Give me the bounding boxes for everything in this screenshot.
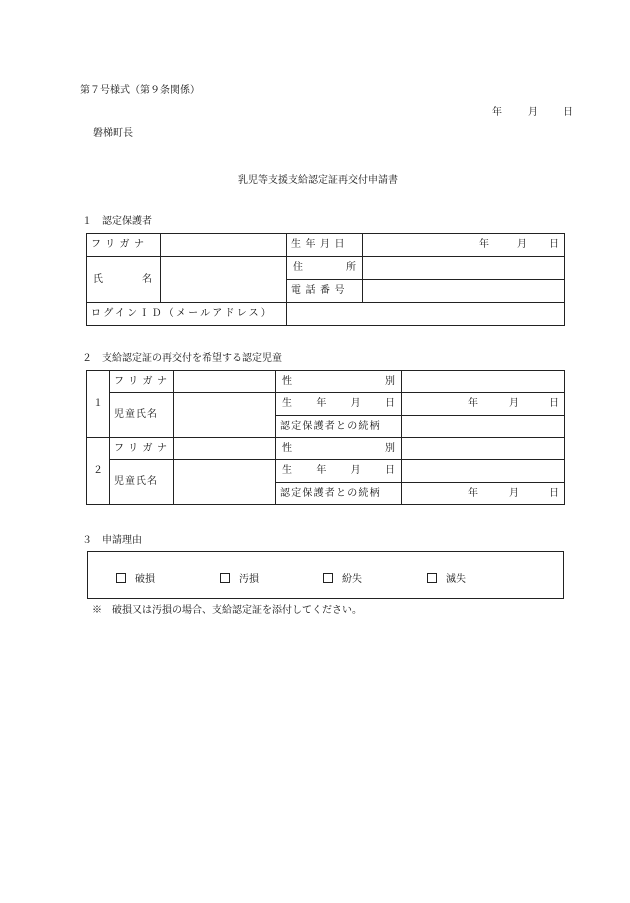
child2-furigana-value[interactable] [174, 438, 276, 460]
section1-heading: １ 認定保護者 [82, 216, 152, 227]
guardian-birth-month: 月 [517, 239, 527, 250]
child1-furigana-value[interactable] [174, 371, 276, 393]
section3-heading: ３ 申請理由 [82, 535, 142, 546]
section2-heading: ２ 支給認定証の再交付を希望する認定児童 [82, 353, 282, 364]
child2-name-value[interactable] [174, 460, 276, 505]
date-month-label: 月 [528, 107, 538, 118]
child2-birth-month: 月 [509, 487, 519, 499]
guardian-phone-label: 電話番号 [287, 280, 363, 303]
child2-sex-label: 性 別 [276, 438, 402, 460]
children-table [86, 370, 565, 505]
guardian-address-label: 住 所 [287, 257, 363, 280]
reason-option-lost[interactable]: 紛失 [323, 573, 362, 585]
reason-option-damaged[interactable]: 破損 [116, 573, 155, 585]
guardian-furigana-value[interactable] [161, 234, 287, 257]
child1-sex-value[interactable] [402, 371, 565, 393]
checkbox-icon[interactable] [220, 573, 230, 583]
reason-box [87, 551, 564, 599]
guardian-furigana-label: フリガナ [87, 234, 161, 257]
document-title: 乳児等支援支給認定証再交付申請書 [238, 175, 398, 186]
child1-birth-day: 日 [549, 398, 559, 409]
guardian-login-value[interactable] [287, 303, 565, 326]
attachment-note: ※ 破損又は汚損の場合、支給認定証を添付してください。 [92, 605, 362, 616]
child1-number: １ [87, 371, 110, 438]
guardian-birthdate-value[interactable] [363, 234, 565, 257]
guardian-address-value[interactable] [363, 257, 565, 280]
child2-number: ２ [87, 438, 110, 505]
child1-relation-value[interactable] [402, 416, 565, 438]
child1-birthdate-value[interactable] [402, 393, 565, 416]
guardian-name-label: 氏 名 [87, 257, 161, 303]
child2-furigana-label: フリガナ [110, 438, 174, 460]
child2-birthdate-label: 生 年 月 日 [276, 460, 402, 483]
checkbox-icon[interactable] [116, 573, 126, 583]
checkbox-icon[interactable] [427, 573, 437, 583]
guardian-phone-value[interactable] [363, 280, 565, 303]
guardian-table [86, 233, 565, 326]
child2-name-label: 児童氏名 [110, 460, 174, 505]
child2-sex-value[interactable] [402, 438, 565, 460]
child1-name-value[interactable] [174, 393, 276, 438]
checkbox-icon[interactable] [323, 573, 333, 583]
child2-birth-year: 年 [468, 487, 478, 499]
guardian-birthdate-label: 生年月日 [287, 234, 363, 257]
child2-relation-label: 認定保護者との続柄 [276, 483, 402, 505]
form-number: 第７号様式（第９条関係） [80, 85, 200, 96]
addressee: 磐梯町長 [93, 128, 133, 139]
date-year-label: 年 [492, 107, 502, 118]
date-day-label: 日 [563, 107, 573, 118]
child2-birthdate-value[interactable] [402, 483, 565, 505]
child2-birth-day: 日 [549, 487, 559, 499]
guardian-birth-day: 日 [549, 239, 559, 250]
child1-birth-month: 月 [509, 398, 519, 409]
child1-sex-label: 性 別 [276, 371, 402, 393]
child1-relation-label: 認定保護者との続柄 [276, 416, 402, 438]
guardian-birth-year: 年 [479, 239, 489, 250]
child1-birth-year: 年 [468, 398, 478, 409]
child1-birthdate-label: 生 年 月 日 [276, 393, 402, 416]
child1-furigana-label: フリガナ [110, 371, 174, 393]
reason-option-soiled[interactable]: 汚損 [220, 573, 259, 585]
guardian-name-value[interactable] [161, 257, 287, 303]
child2-sex-extra-value[interactable] [402, 460, 565, 483]
reason-option-destroyed[interactable]: 滅失 [427, 573, 466, 585]
guardian-login-label: ログインＩＤ（メールアドレス） [87, 303, 287, 326]
child1-name-label: 児童氏名 [110, 393, 174, 438]
